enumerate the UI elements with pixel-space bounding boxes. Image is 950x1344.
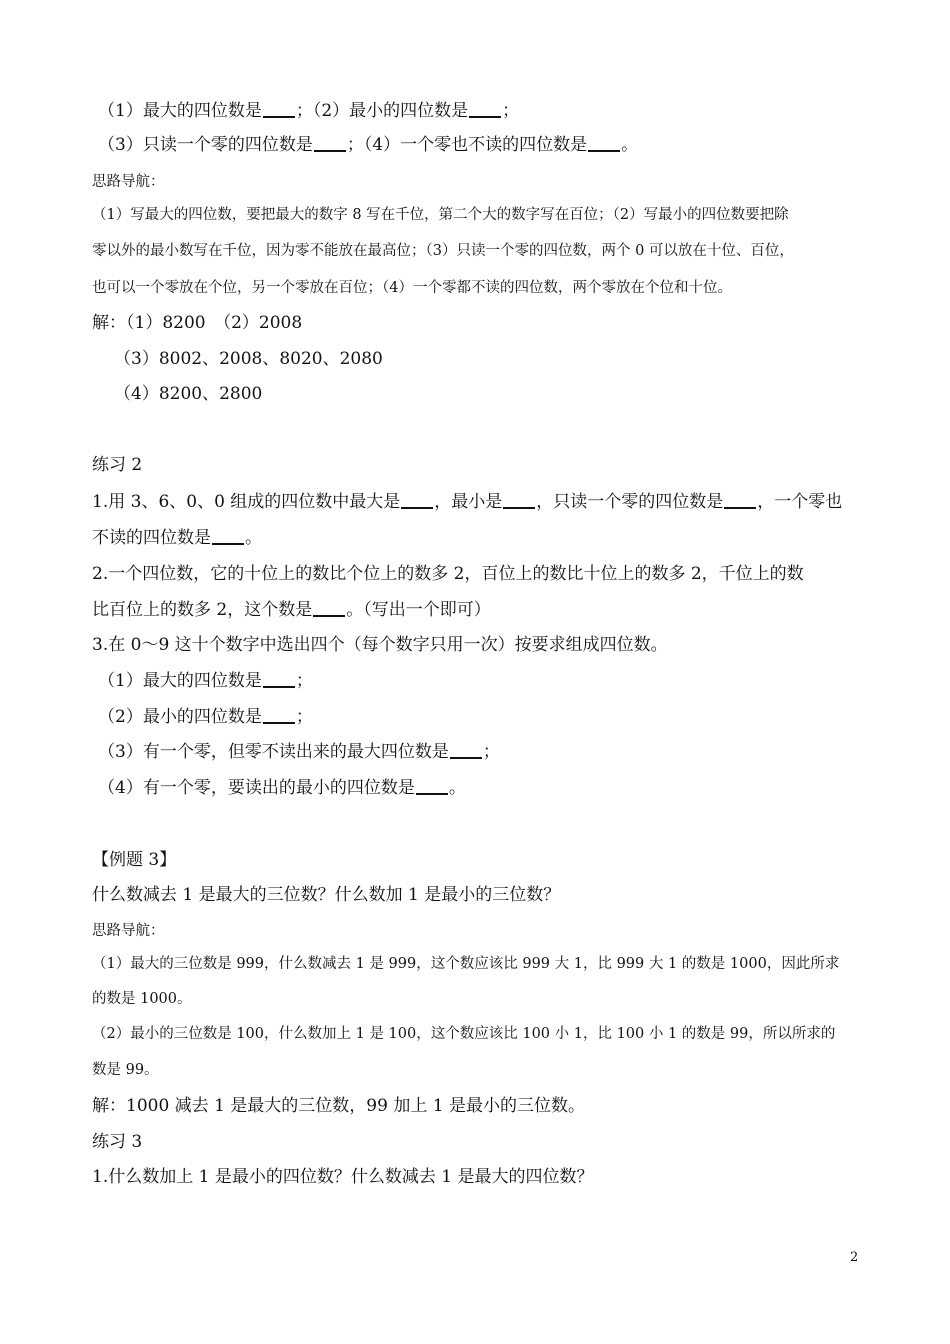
exercise-line: 比百位上的数多 2，这个数是 。（写出一个即可） [92,600,491,620]
exercise-line: （3）有一个零，但零不读出来的最大四位数是 ； [98,742,500,762]
hint-text: （1）写最大的四位数，要把最大的数字 8 写在千位，第二个大的数字写在百位；（2）写最小的四位数要把除 [92,207,789,223]
exercise-line: 3.在 0～9 这十个数字中选出四个（每个数字只用一次）按要求组成四位数。 [92,635,668,655]
hint-text: （2）最小的三位数是 100，什么数加上 1 是 100，这个数应该比 100 小 1，比 100 小 1 的数是 99，所以所求的 [92,1026,836,1042]
answer-blank[interactable] [263,100,295,118]
solution-line: （3）8002、2008、8020、2080 [114,349,383,369]
exercise-line: 1.什么数加上 1 是最小的四位数？什么数减去 1 是最大的四位数？ [92,1167,594,1187]
answer-blank[interactable] [212,527,244,545]
answer-blank[interactable] [263,670,295,688]
page-number: 2 [850,1250,859,1265]
question-line-1: （1）最大的四位数是 ；（2）最小的四位数是 ； [98,101,520,121]
hint-text: 数是 99。 [92,1062,159,1078]
hint-label: 思路导航： [92,923,165,939]
answer-blank[interactable] [401,491,433,509]
answer-blank[interactable] [469,100,501,118]
solution-line: 解：（1）8200 （2）2008 [92,313,303,333]
answer-blank[interactable] [313,599,345,617]
example-3-title: 【例题 3】 [92,850,177,870]
exercise-2-title: 练习 2 [92,455,143,475]
solution-line: （4）8200、2800 [114,384,263,404]
answer-blank[interactable] [416,777,448,795]
exercise-line: （1）最大的四位数是 ； [98,671,313,691]
hint-text: 零以外的最小数写在千位，因为零不能放在最高位；（3）只读一个零的四位数，两个 0 可以放在十位、百位， [92,243,794,259]
example-3-question: 什么数减去 1 是最大的三位数？什么数加 1 是最小的三位数？ [92,885,561,905]
exercise-line: （2）最小的四位数是 ； [98,707,313,727]
answer-blank[interactable] [503,491,535,509]
hint-label: 思路导航： [92,174,165,190]
hint-text: 的数是 1000。 [92,991,192,1007]
answer-blank[interactable] [314,134,346,152]
answer-blank[interactable] [263,706,295,724]
solution-line: 解：1000 减去 1 是最大的三位数，99 加上 1 是最小的三位数。 [92,1096,585,1116]
question-line-2: （3）只读一个零的四位数是 ；（4）一个零也不读的四位数是 。 [98,135,639,155]
answer-blank[interactable] [724,491,756,509]
hint-text: 也可以一个零放在个位，另一个零放在百位；（4）一个零都不读的四位数，两个零放在个位和十位。 [92,280,732,296]
exercise-line: 1.用 3、6、0、0 组成的四位数中最大是 ，最小是 ，只读一个零的四位数是 ，一个零也 [92,492,843,512]
hint-text: （1）最大的三位数是 999，什么数减去 1 是 999，这个数应该比 999 大 1，比 999 大 1 的数是 1000，因此所求 [92,956,840,972]
exercise-line: 2.一个四位数，它的十位上的数比个位上的数多 2，百位上的数比十位上的数多 2，千位上的数 [92,564,804,584]
answer-blank[interactable] [450,741,482,759]
exercise-line: （4）有一个零，要读出的最小的四位数是 。 [98,778,466,798]
exercise-3-title: 练习 3 [92,1132,143,1152]
answer-blank[interactable] [588,134,620,152]
exercise-line: 不读的四位数是 。 [92,528,262,548]
